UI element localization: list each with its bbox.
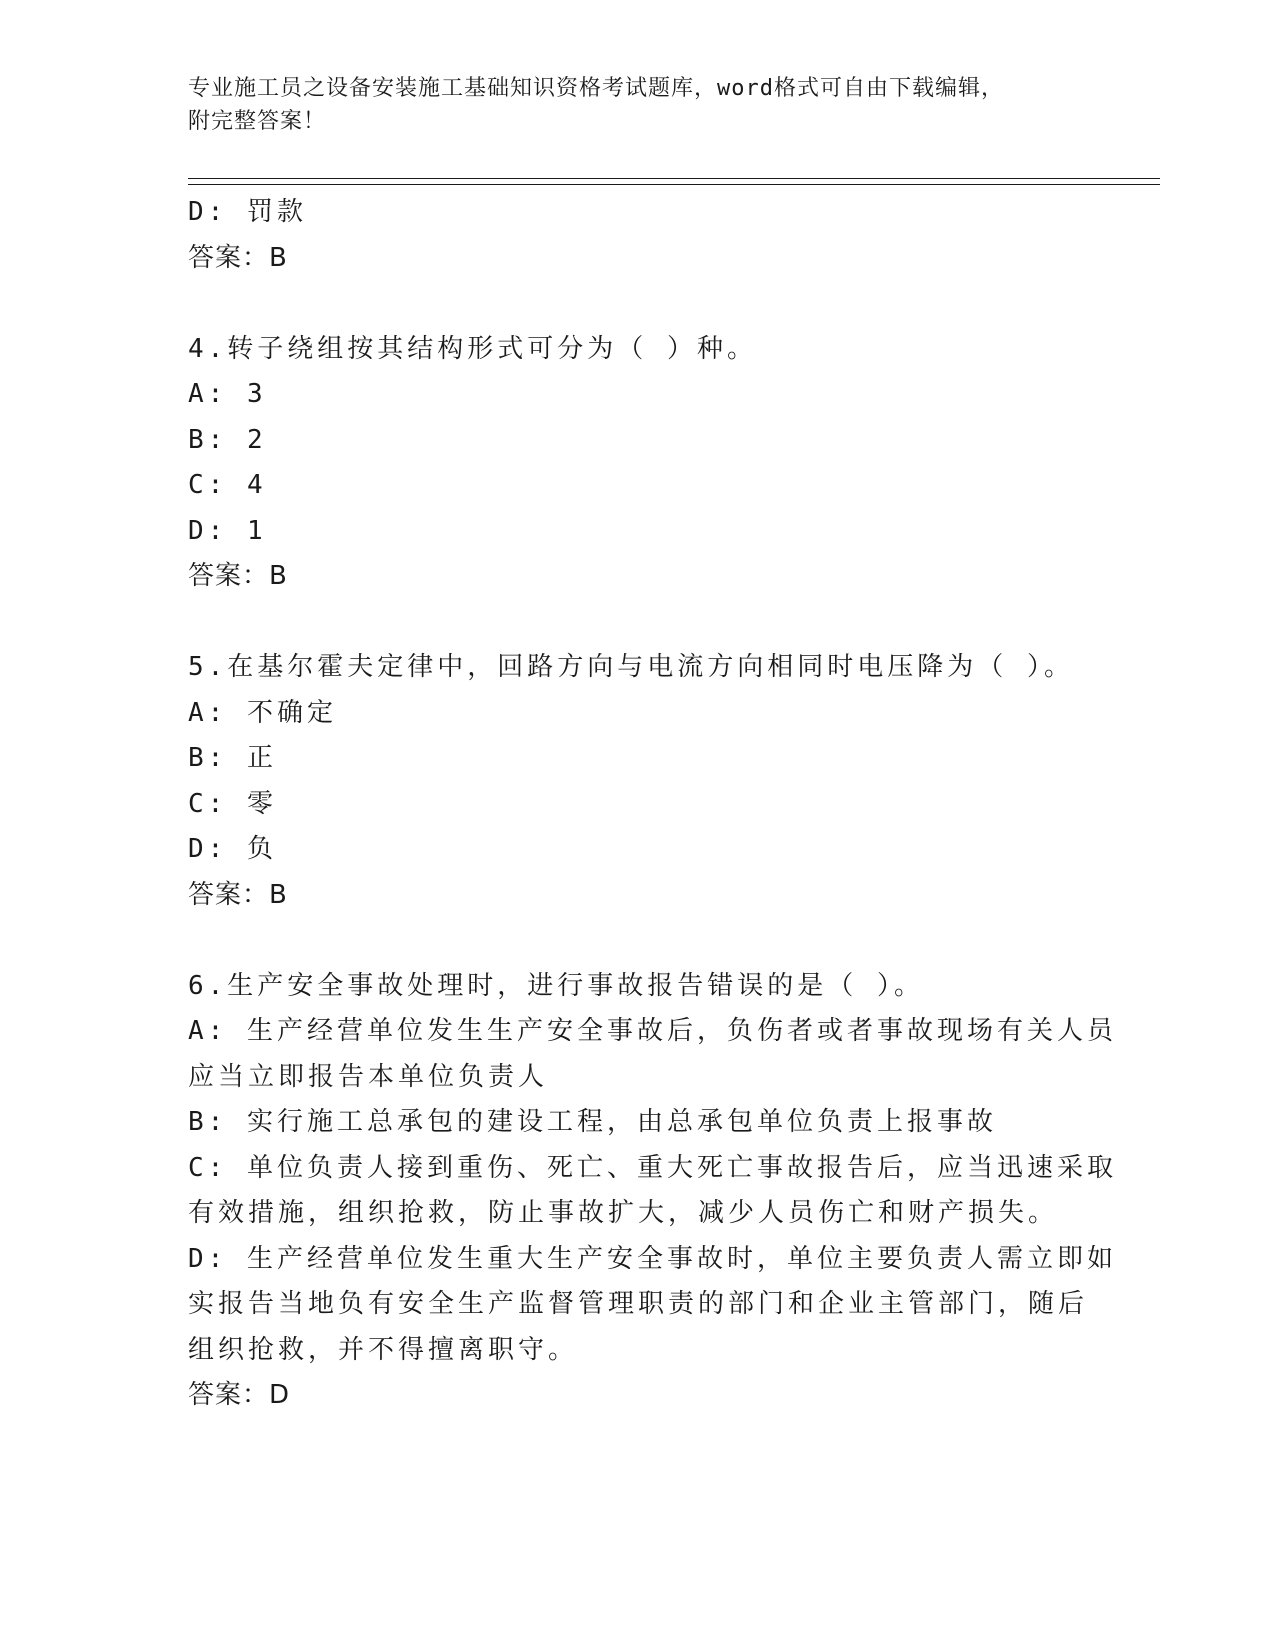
header-line-1: 专业施工员之设备安装施工基础知识资格考试题库，word格式可自由下载编辑， (188, 76, 1004, 101)
option-d: D: 负 (188, 834, 277, 864)
answer-line: 答案：B (188, 879, 288, 910)
option-a-line-2: 应当立即报告本单位负责人 (188, 1061, 549, 1092)
option-d-line-3: 组织抢救，并不得擅离职守。 (188, 1334, 579, 1365)
answer-line: 答案：D (188, 1380, 291, 1410)
question-list (188, 190, 1117, 1419)
option-a-line-1: A: 生产经营单位发生生产安全事故后，负伤者或者事故现场有关人员 (188, 1016, 1117, 1046)
option-d-line-2: 实报告当地负有安全生产监督管理职责的部门和企业主管部门，随后 (188, 1289, 1089, 1319)
option-a: A: 3 (188, 379, 267, 409)
option-b: B: 正 (188, 743, 277, 773)
header-divider (188, 178, 1160, 185)
question-stem: 5.在基尔霍夫定律中，回路方向与电流方向相同时电压降为（ ）。 (188, 652, 1074, 682)
header-line-2: 附完整答案！ (188, 109, 327, 134)
spacer (188, 918, 1088, 964)
spacer (188, 600, 1088, 646)
option-d: D: 罚款 (188, 197, 307, 227)
question-stem: 6.生产安全事故处理时，进行事故报告错误的是（ ）。 (188, 970, 924, 1001)
option-b: B: 2 (188, 424, 267, 455)
previous-question-tail (188, 190, 1088, 281)
answer-line: 答案：B (188, 561, 288, 591)
option-d: D: 1 (188, 515, 267, 546)
answer-line: 答案：B (188, 242, 288, 273)
option-d-line-1: D: 生产经营单位发生重大生产安全事故时，单位主要负责人需立即如 (188, 1243, 1117, 1274)
option-c: C: 4 (188, 470, 267, 500)
option-b-line-1: B: 实行施工总承包的建设工程，由总承包单位负责上报事故 (188, 1107, 997, 1137)
option-c-line-1: C: 单位负责人接到重伤、死亡、重大死亡事故报告后，应当迅速采取 (188, 1152, 1117, 1183)
question-4 (188, 327, 1088, 600)
question-5 (188, 645, 1088, 918)
question-stem: 4.转子绕组按其结构形式可分为（ ）种。 (188, 333, 757, 364)
option-a: A: 不确定 (188, 697, 337, 728)
option-c-line-2: 有效措施，组织抢救，防止事故扩大，减少人员伤亡和财产损失。 (188, 1198, 1059, 1228)
document-header (188, 72, 1088, 138)
option-c: C: 零 (188, 788, 277, 819)
spacer (188, 281, 1088, 327)
question-6 (188, 964, 1117, 1419)
